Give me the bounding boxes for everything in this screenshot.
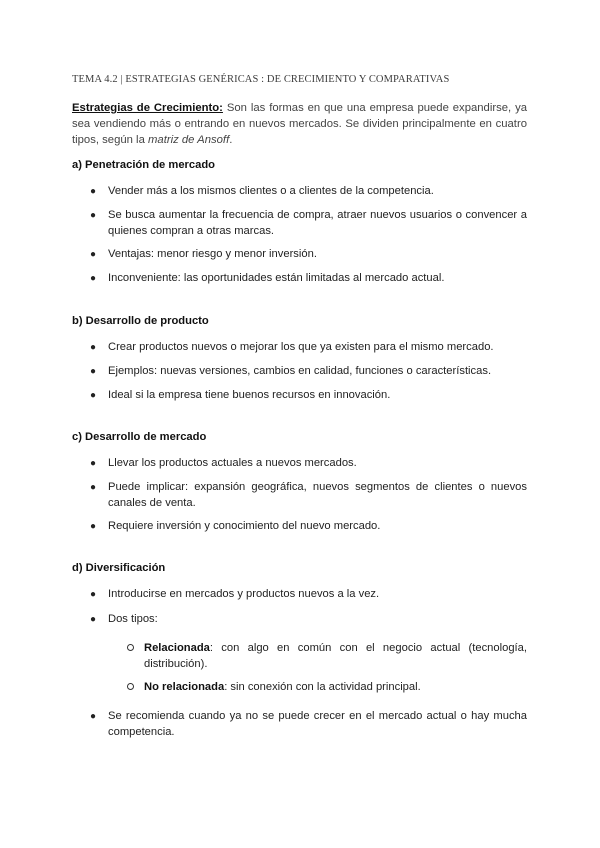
bullet-icon: ● [90, 390, 97, 401]
intro-emphasis: matriz de Ansoff [148, 134, 230, 146]
list-item: ● Se busca aumentar la frecuencia de compra, atraer nuevos usuarios o convencer a quienes compran a otras marcas. [90, 209, 527, 237]
list-item: ● Vender más a los mismos clientes o a clientes de la competencia. [90, 184, 527, 200]
list-item: ● Introducirse en mercados y productos nuevos a la vez. [90, 587, 527, 603]
section-title-c: c) Desarrollo de mercado [72, 431, 207, 443]
bullet-icon: ● [90, 342, 97, 353]
list-item: ● Ventajas: menor riesgo y menor inversión. [90, 247, 527, 263]
intro-end: . [229, 134, 233, 146]
bullet-icon: ● [90, 366, 97, 377]
intro-paragraph [72, 100, 527, 148]
sub-list-item: No relacionada: sin conexión con la actividad principal. [127, 680, 527, 696]
list-item: ● Puede implicar: expansión geográfica, nuevos segmentos de clientes o nuevos canales de venta. [90, 481, 527, 509]
bullet-icon: ● [90, 273, 97, 284]
list-item: ● Crear productos nuevos o mejorar los que ya existen para el mismo mercado. [90, 340, 527, 356]
sub-list-item: Relacionada: con algo en común con el negocio actual (tecnología, distribución). [127, 641, 527, 672]
list-item: ● Llevar los productos actuales a nuevos mercados. [90, 456, 527, 472]
section-title-a: a) Penetración de mercado [72, 159, 216, 171]
list-item: ● Se recomienda cuando ya no se puede crecer en el mercado actual o hay mucha competencia. [90, 710, 527, 738]
bullet-icon: ● [90, 711, 97, 722]
intro-lead: Estrategias de Crecimiento: [72, 102, 223, 114]
section-title-d: d) Diversificación [72, 562, 166, 574]
bullet-icon: ● [90, 210, 97, 221]
section-title-b: b) Desarrollo de producto [72, 315, 209, 327]
list-item: ● Dos tipos: [90, 612, 527, 628]
circle-bullet-icon [127, 644, 134, 651]
list-item: ● Inconveniente: las oportunidades están limitadas al mercado actual. [90, 271, 527, 287]
document-header: TEMA 4.2 | ESTRATEGIAS GENÉRICAS : DE CRECIMIENTO Y COMPARATIVAS [72, 74, 450, 85]
list-item: ● Requiere inversión y conocimiento del nuevo mercado. [90, 519, 527, 535]
bullet-icon: ● [90, 589, 97, 600]
list-item: ● Ideal si la empresa tiene buenos recursos en innovación. [90, 388, 527, 404]
bullet-icon: ● [90, 249, 97, 260]
list-item: ● Ejemplos: nuevas versiones, cambios en calidad, funciones o características. [90, 364, 527, 380]
bullet-icon: ● [90, 482, 97, 493]
intro-text: Son las formas en que una empresa puede expandirse, ya sea vendiendo más o entrando en nuevos mercados. Se dividen principalmente en cuatro tipos, según la [72, 102, 527, 146]
bullet-icon: ● [90, 521, 97, 532]
bullet-icon: ● [90, 614, 97, 625]
bullet-icon: ● [90, 458, 97, 469]
bullet-icon: ● [90, 186, 97, 197]
circle-bullet-icon [127, 683, 134, 690]
